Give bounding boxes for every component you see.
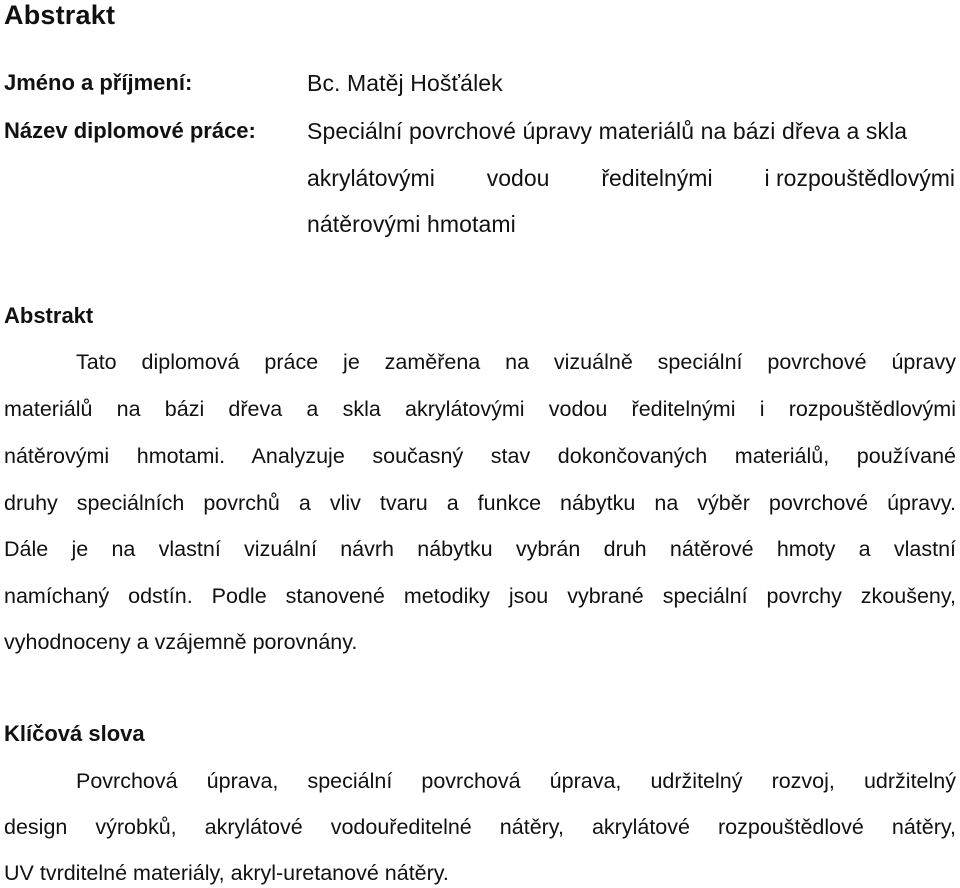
abstract-line: namíchaný odstín. Podle stanovené metodiky jsou vybrané speciální povrchy zkoušeny, (4, 584, 956, 608)
abstract-heading: Abstrakt (4, 303, 94, 328)
thesis-title-word: vodou (486, 165, 550, 191)
page-title: Abstrakt (4, 0, 116, 30)
keywords-line: Povrchová úprava, speciální povrchová úprava, udržitelný rozvoj, udržitelný (76, 769, 956, 793)
thesis-title-line-1: Speciální povrchové úpravy materiálů na bázi dřeva a skla (307, 118, 908, 144)
abstract-line: Dále je na vlastní vizuální návrh nábytku vybrán druh nátěrové hmoty a vlastní (4, 537, 956, 561)
keywords-heading: Klíčová slova (4, 721, 145, 746)
thesis-title-line-3: nátěrovými hmotami (307, 211, 516, 237)
author-label: Jméno a příjmení: (4, 70, 193, 95)
thesis-title-word: i rozpouštědlovými (764, 165, 955, 191)
keywords-line: UV tvrditelné materiály, akryl-uretanové nátěry. (4, 861, 449, 885)
author-value: Bc. Matěj Hošťálek (307, 70, 503, 96)
abstract-line: druhy speciálních povrchů a vliv tvaru a funkce nábytku na výběr povrchové úpravy. (4, 491, 956, 515)
thesis-title-label: Název diplomové práce: (4, 118, 256, 143)
abstract-line: nátěrovými hmotami. Analyzuje současný stav dokončovaných materiálů, používané (4, 444, 956, 468)
thesis-title-word: akrylátovými (307, 165, 435, 191)
thesis-title-line-2 (307, 163, 955, 193)
abstract-line: vyhodnoceny a vzájemně porovnány. (4, 630, 358, 654)
abstract-line: materiálů na bázi dřeva a skla akrylátovými vodou ředitelnými i rozpouštědlovými (4, 397, 956, 421)
thesis-title-word: ředitelnými (601, 165, 713, 191)
keywords-line: design výrobků, akrylátové vodouředitelné nátěry, akrylátové rozpouštědlové nátěry, (4, 815, 956, 839)
abstract-line: Tato diplomová práce je zaměřena na vizuálně speciální povrchové úpravy (76, 350, 956, 374)
